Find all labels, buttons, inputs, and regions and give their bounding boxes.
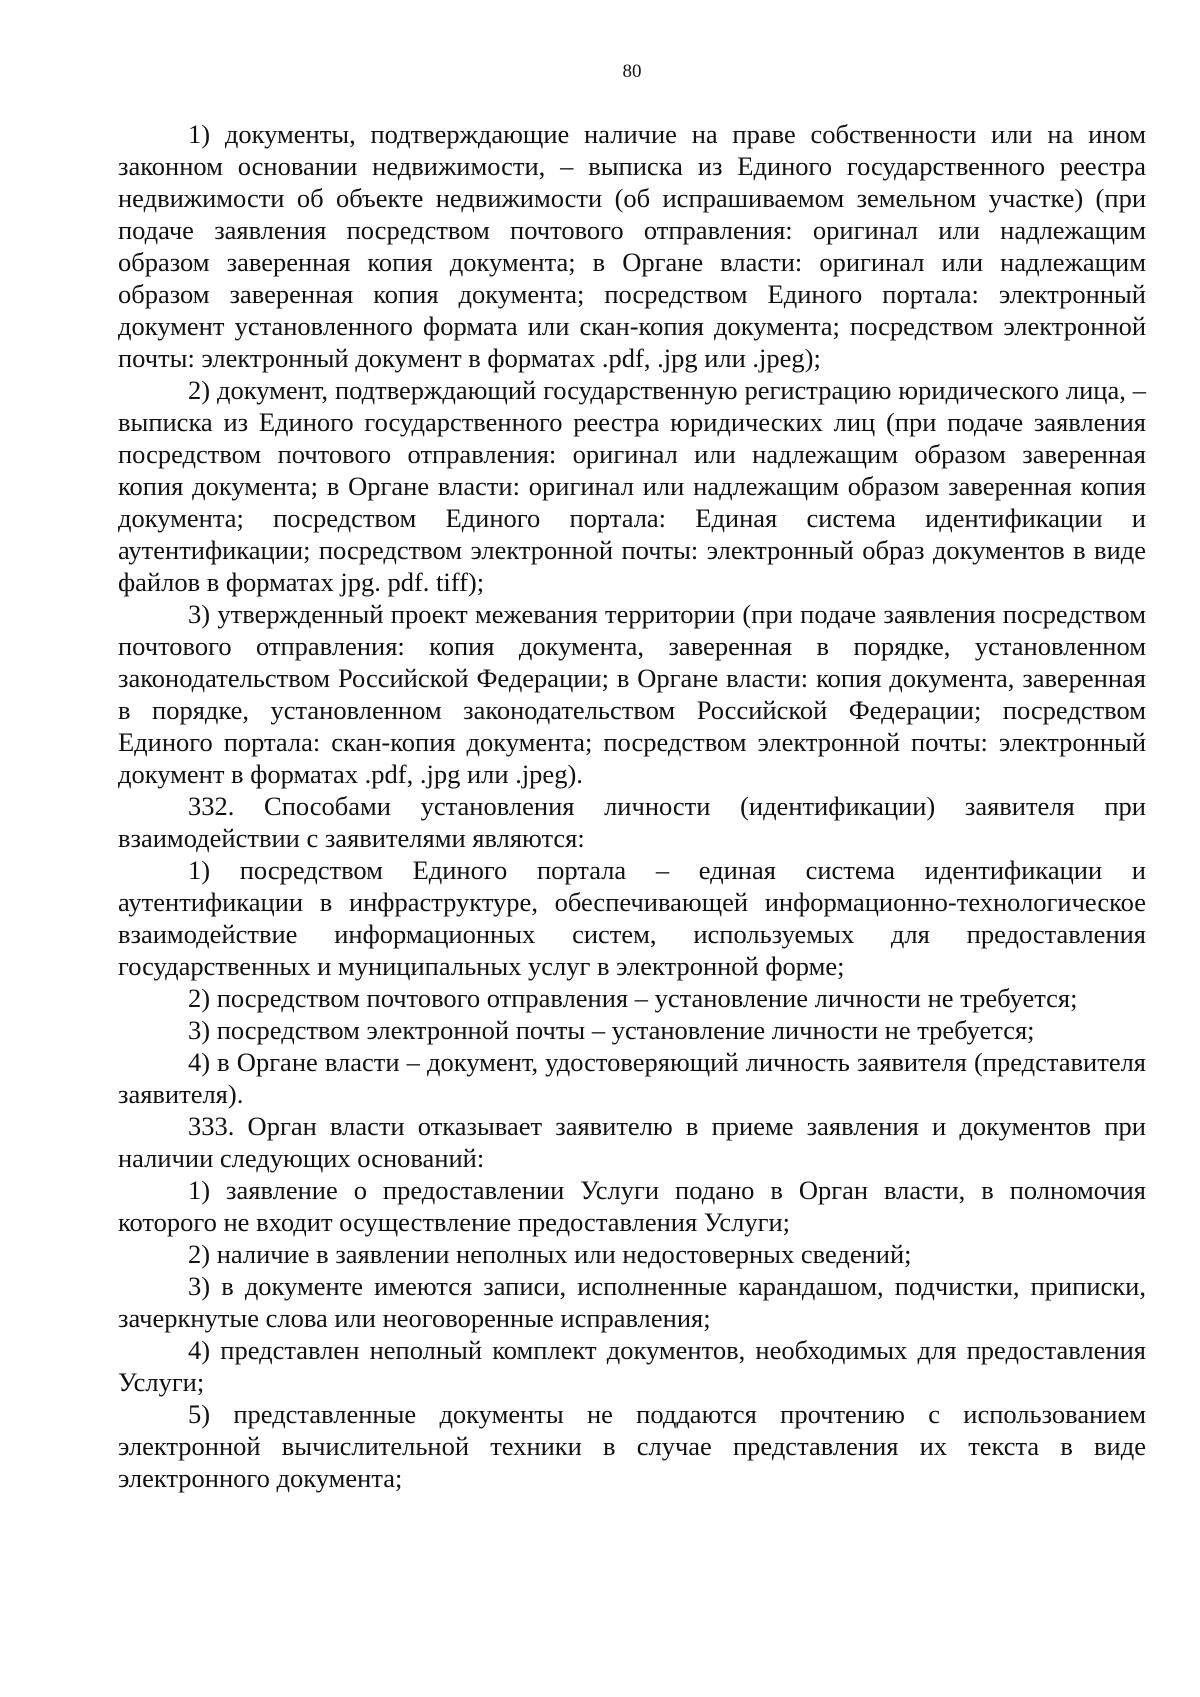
paragraph-8: 4) в Органе власти – документ, удостоверяющий личность заявителя (представителя заявителя). bbox=[118, 1047, 1146, 1109]
paragraph-10: 1) заявление о предоставлении Услуги подано в Орган власти, в полномочия которого не входит осуществление предоставления Услуги; bbox=[118, 1175, 1146, 1237]
paragraph-13: 4) представлен неполный комплект документов, необходимых для предоставления Услуги; bbox=[118, 1335, 1146, 1397]
paragraph-12: 3) в документе имеются записи, исполненные карандашом, подчистки, приписки, зачеркнутые слова или неоговоренные исправления; bbox=[118, 1271, 1146, 1333]
paragraph-4: 332. Способами установления личности (идентификации) заявителя при взаимодействии с заявителями являются: bbox=[118, 791, 1146, 853]
paragraph-9: 333. Орган власти отказывает заявителю в приеме заявления и документов при наличии следующих оснований: bbox=[118, 1111, 1146, 1173]
paragraph-1: 1) документы, подтверждающие наличие на праве собственности или на ином законном основании недвижимости, – выписка из Единого государственного реестра недвижимости об объекте недвижимости (об испрашиваемом земельном участке) (при подаче заявления посредством почтового отправления: оригинал или надлежащим образом заверенная копия документа; в Органе власти: оригинал или надлежащим образом заверенная копия документа; посредством Единого портала: электронный документ установленного формата или скан-копия документа; посредством электронной почты: электронный документ в форматах .pdf, .jpg или .jpeg); bbox=[118, 119, 1146, 373]
paragraph-6: 2) посредством почтового отправления – установление личности не требуется; bbox=[188, 983, 1078, 1013]
paragraph-5: 1) посредством Единого портала – единая система идентификации и аутентификации в инфраструктуре, обеспечивающей информационно-технологическое взаимодействие информационных систем, используемых для предоставления государственных и муниципальных услуг в электронной форме; bbox=[118, 855, 1146, 981]
document-page bbox=[118, 60, 1146, 1494]
paragraph-2: 2) документ, подтверждающий государственную регистрацию юридического лица, – выписка из Единого государственного реестра юридических лиц (при подаче заявления посредством почтового отправления: оригинал или надлежащим образом заверенная копия документа; в Органе власти: оригинал или надлежащим образом заверенная копия документа; посредством Единого портала: Единая система идентификации и аутентификации; посредством электронной почты: электронный образ документов в виде файлов в форматах jpg. pdf. tiff); bbox=[118, 375, 1146, 597]
paragraph-11: 2) наличие в заявлении неполных или недостоверных сведений; bbox=[188, 1239, 912, 1269]
page-number: 80 bbox=[622, 61, 642, 82]
paragraph-14: 5) представленные документы не поддаются прочтению с использованием электронной вычислительной техники в случае представления их текста в виде электронного документа; bbox=[118, 1399, 1146, 1493]
paragraph-3: 3) утвержденный проект межевания территории (при подаче заявления посредством почтового отправления: копия документа, заверенная в порядке, установленном законодательством Российской Федерации; в Органе власти: копия документа, заверенная в порядке, установленном законодательством Российской Федерации; посредством Единого портала: скан-копия документа; посредством электронной почты: электронный документ в форматах .pdf, .jpg или .jpeg). bbox=[118, 599, 1146, 789]
paragraph-7: 3) посредством электронной почты – установление личности не требуется; bbox=[188, 1015, 1035, 1045]
